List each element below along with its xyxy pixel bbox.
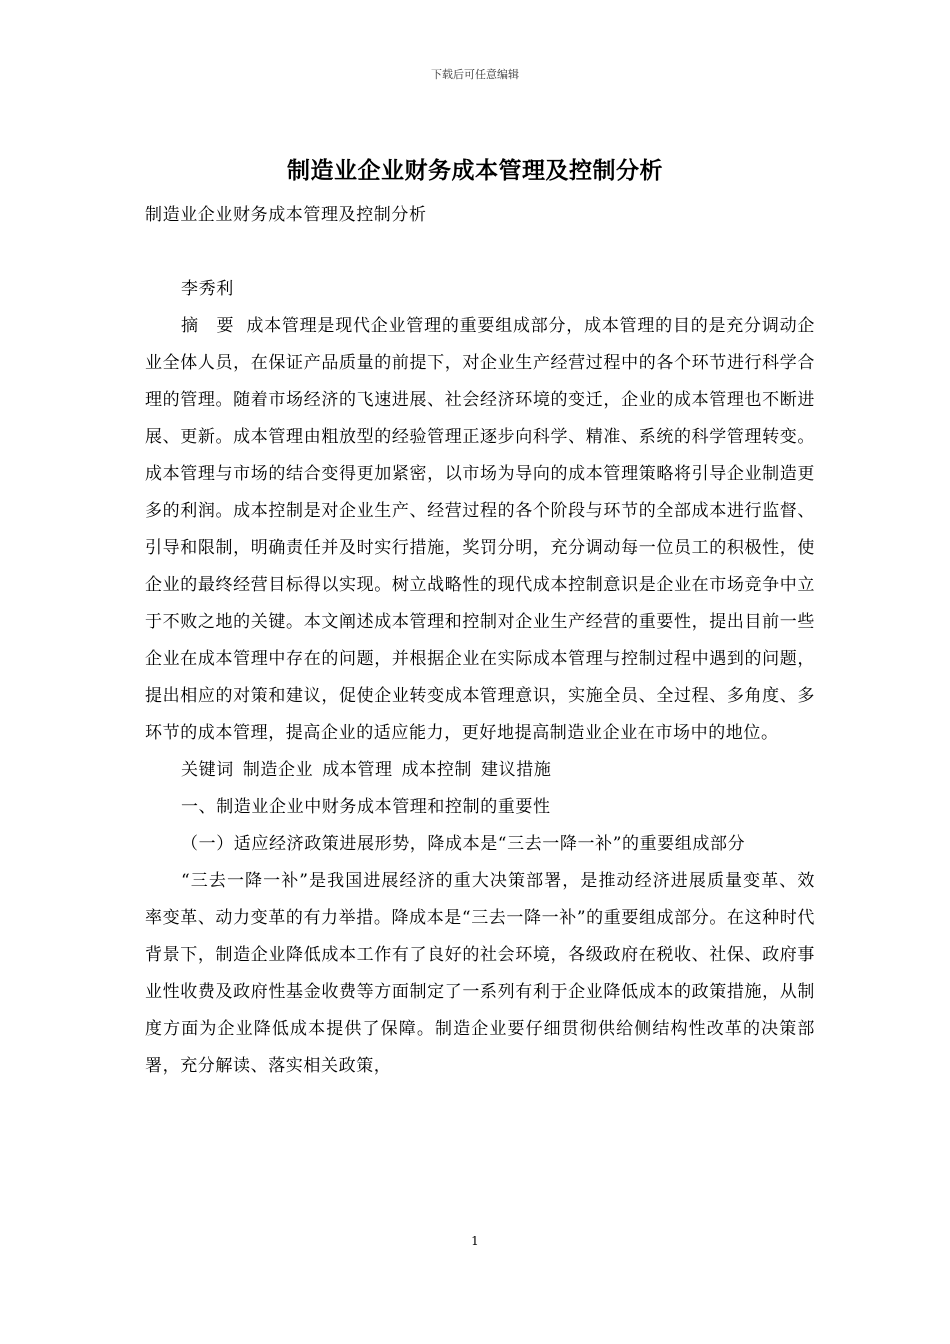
page-header-note: 下载后可任意编辑 — [431, 68, 519, 81]
abstract-text: 成本管理是现代企业管理的重要组成部分，成本管理的目的是充分调动企业全体人员，在保证产品质量的前提下，对企业生产经营过程中的各个环节进行科学合理的管理。随着市场经济的飞速进展、社会经济环境的变迁，企业的成本管理也不断进展、更新。成本管理由粗放型的经验管理正逐步向科学、精准、系统的科学管理转变。成本管理与市场的结合变得更加紧密，以市场为导向的成本管理策略将引导企业制造更多的利润。成本控制是对企业生产、经营过程的各个阶段与环节的全部成本进行监督、引导和限制，明确责任并及时实行措施，奖罚分明，充分调动每一位员工的积极性，使企业的最终经营目标得以实现。树立战略性的现代成本控制意识是企业在市场竞争中立于不败之地的关键。本文阐述成本管理和控制对企业生产经营的重要性，提出目前一些企业在成本管理中存在的问题，并根据企业在实际成本管理与控制过程中遇到的问题，提出相应的对策和建议，促使企业转变成本管理意识，实施全员、全过程、多角度、多环节的成本管理，提高企业的适应能力，更好地提高制造业企业在市场中的地位。 — [145, 316, 815, 743]
document-title: 制造业企业财务成本管理及控制分析 — [287, 157, 663, 184]
document-body — [145, 197, 815, 1085]
author-name: 李秀利 — [181, 279, 234, 299]
keyword-item: 建议措施 — [481, 760, 552, 780]
keyword-item: 成本控制 — [401, 760, 473, 780]
keywords-label: 关键词 — [181, 760, 234, 780]
blank-line — [145, 234, 815, 271]
abstract-paragraph — [145, 308, 815, 752]
keyword-item: 制造企业 — [242, 760, 314, 780]
keyword-item: 成本管理 — [322, 760, 393, 780]
keywords-line — [145, 752, 815, 789]
body-paragraph: “三去一降一补”是我国进展经济的重大决策部署，是推动经济进展质量变革、效率变革、动力变革的有力举措。降成本是“三去一降一补”的重要组成部分。在这种时代背景下，制造企业降低成本工作有了良好的社会环境，各级政府在税收、社保、政府事业性收费及政府性基金收费等方面制定了一系列有利于企业降低成本的政策措施，从制度方面为企业降低成本提供了保障。制造企业要仔细贯彻供给侧结构性改革的决策部署，充分解读、落实相关政策， — [145, 871, 815, 1076]
subsection-heading: （一）适应经济政策进展形势，降成本是“三去一降一补”的重要组成部分 — [181, 834, 746, 854]
page-number: 1 — [471, 1234, 479, 1248]
abstract-label: 摘 要 — [181, 316, 235, 336]
section-heading: 一、制造业企业中财务成本管理和控制的重要性 — [181, 797, 551, 817]
document-subtitle: 制造业企业财务成本管理及控制分析 — [145, 205, 427, 225]
